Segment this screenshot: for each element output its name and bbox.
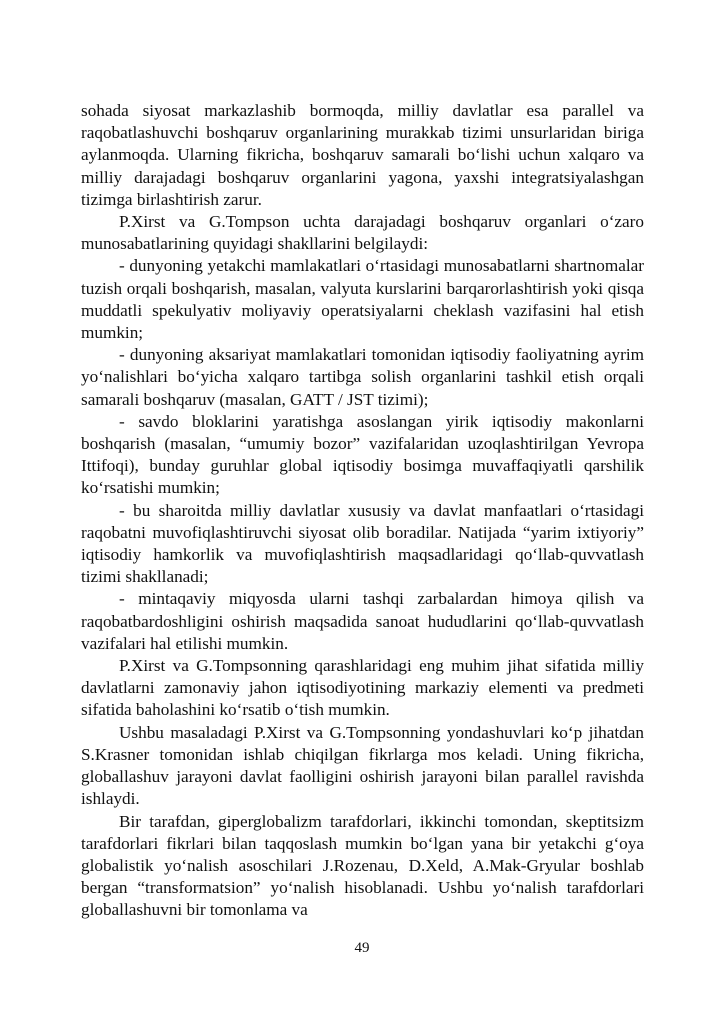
paragraph-xirst-tompson-intro: P.Xirst va G.Tompson uchta darajadagi boshqaruv organlari o‘zaro munosabatlarining quyidagi shakllarini belgilaydi: [81,212,644,254]
paragraph-key-aspect: P.Xirst va G.Tompsonning qarashlaridagi eng muhim jihat sifatida milliy davlatlarni zamonaviy jahon iqtisodiyotining markaziy elementi va predmeti sifatida baholashini ko‘rsatib o‘tish mumkin. [81,656,644,720]
list-item-trade-blocs: - savdo bloklarini yaratishga asoslangan yirik iqtisodiy makonlarni boshqarish (masalan, “umumiy bozor” vazifalaridan uzoqlashtirilgan Yevropa Ittifoqi), bunday guruhlar global iqtisodiy bosimga muvaffaqiyatli qarshilik ko‘rsatishi mumkin; [81,411,644,498]
list-item-treaty-management: - dunyoning yetakchi mamlakatlari o‘rtasidagi munosabatlarni shartnomalar tuzish orqali boshqarish, masalan, valyuta kurslarini barqarorlashtirish yoki qisqa muddatli spekulyativ moliyaviy operatsiyalarni cheklash vazifasini hal etish mumkin; [81,256,644,343]
paragraph-continuation: sohada siyosat markazlashib bormoqda, milliy davlatlar esa parallel va raqobatlashuvchi boshqaruv organlarining murakkab tizimi unsurlaridan biriga aylanmoqda. Ularning fikricha, boshqaruv samarali bo‘lishi uchun xalqaro va milliy darajadagi boshqaruv organlarini yagona, yaxshi integratsiyalashgan tizimga birlashtirish zarur. [81,101,644,209]
list-item-national-policy: - bu sharoitda milliy davlatlar xususiy va davlat manfaatlari o‘rtasidagi raqobatni muvofiqlashtiruvchi siyosat olib boradilar. Natijada “yarim ixtiyoriy” iqtisodiy hamkorlik va muvofiqlashtirish maqsadlaridagi qo‘llab-quvvatlash tizimi shakllanadi; [81,500,644,587]
page-number: 49 [354,940,370,956]
list-item-international-regulation: - dunyoning aksariyat mamlakatlari tomonidan iqtisodiy faoliyatning ayrim yo‘nalishlari bo‘yicha xalqaro tartibga solish organlarini tashkil etish orqali samarali boshqaruv (masalan, GATT / JST tizimi); [81,345,644,409]
list-item-regional-support: - mintaqaviy miqyosda ularni tashqi zarbalardan himoya qilish va raqobatbardoshligini oshirish maqsadida sanoat hududlarini qo‘llab-quvvatlash vazifalari hal etilishi mumkin. [81,589,644,653]
body-text [81,100,644,922]
paragraph-krasner: Ushbu masaladagi P.Xirst va G.Tompsonning yondashuvlari ko‘p jihatdan S.Krasner tomonidan ishlab chiqilgan fikrlarga mos keladi. Uning fikricha, globallashuv jarayoni davlat faolligini oshirish jarayoni bilan parallel ravishda ishlaydi. [81,722,644,809]
paragraph-transformational: Bir tarafdan, giperglobalizm tarafdorlari, ikkinchi tomondan, skeptitsizm tarafdorlari fikrlari bilan taqqoslash mumkin bo‘lgan yana bir yetakchi g‘oya globalistik yo‘nalish asoschilari J.Rozenau, D.Xeld, A.Mak-Gryular boshlab bergan “transformatsion” yo‘nalish hisoblanadi. Ushbu yo‘nalish tarafdorlari globallashuvni bir tomonlama va [81,811,644,920]
